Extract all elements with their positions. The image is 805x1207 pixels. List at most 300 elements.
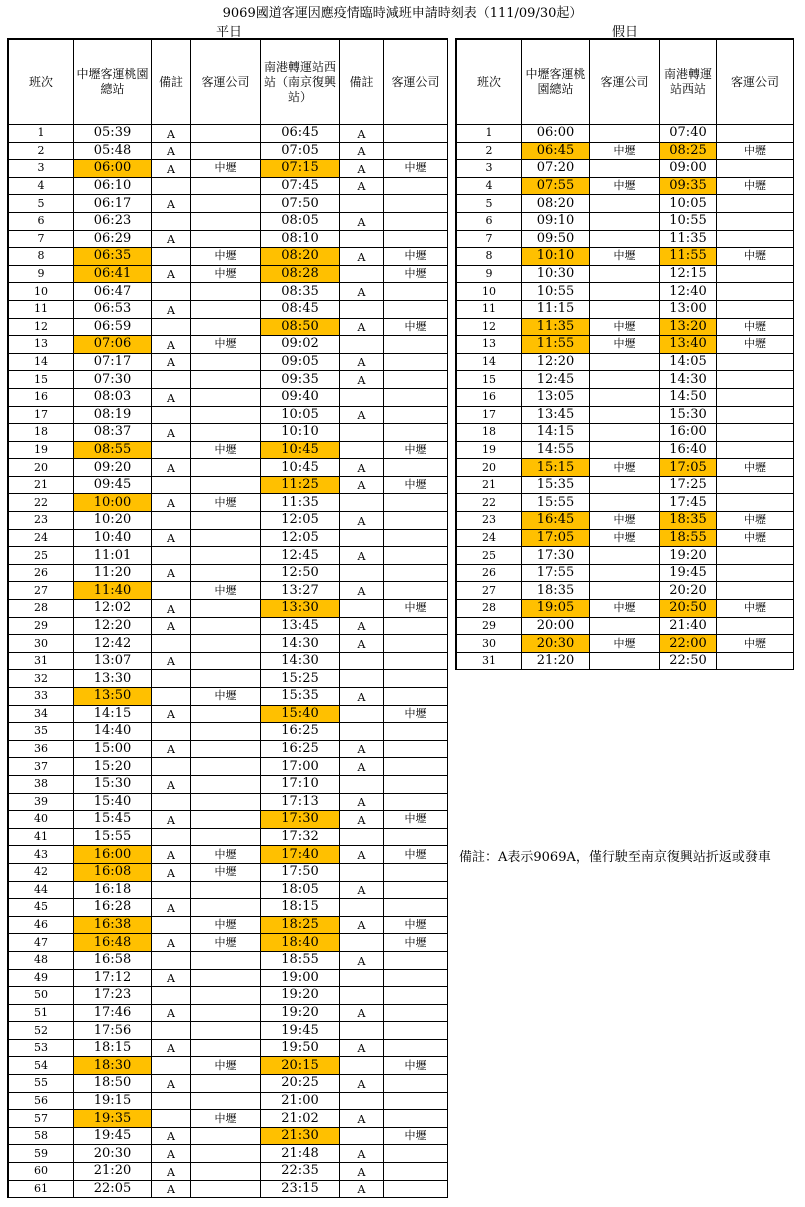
zhongli-departure-time: 12:42 bbox=[74, 635, 152, 653]
zhongli-departure-time: 09:45 bbox=[74, 476, 152, 494]
table-row bbox=[9, 1092, 448, 1110]
bus-company: 中壢 bbox=[717, 635, 794, 653]
header-trip-no: 班次 bbox=[9, 40, 74, 125]
bus-company: 中壢 bbox=[384, 476, 448, 494]
bus-company bbox=[191, 212, 261, 230]
nangang-departure-time: 09:05 bbox=[261, 353, 340, 371]
zhongli-departure-time: 11:35 bbox=[522, 318, 590, 336]
nangang-departure-time: 10:45 bbox=[261, 441, 340, 459]
table-row bbox=[9, 406, 448, 424]
bus-company bbox=[191, 705, 261, 723]
nangang-departure-time: 08:05 bbox=[261, 212, 340, 230]
bus-company bbox=[590, 212, 660, 230]
bus-company bbox=[717, 388, 794, 406]
nangang-departure-time: 08:20 bbox=[261, 248, 340, 266]
bus-company bbox=[384, 529, 448, 547]
route-note bbox=[340, 934, 384, 952]
nangang-departure-time: 19:50 bbox=[261, 1039, 340, 1057]
trip-number: 52 bbox=[9, 1022, 74, 1040]
trip-number: 8 bbox=[457, 248, 522, 266]
route-note: A bbox=[152, 564, 191, 582]
table-row bbox=[9, 846, 448, 864]
bus-company bbox=[590, 230, 660, 248]
route-note: A bbox=[340, 740, 384, 758]
table-row bbox=[9, 564, 448, 582]
zhongli-departure-time: 12:02 bbox=[74, 600, 152, 618]
table-row bbox=[9, 1127, 448, 1145]
trip-number: 27 bbox=[9, 582, 74, 600]
route-note: A bbox=[152, 846, 191, 864]
trip-number: 13 bbox=[457, 336, 522, 354]
table-row bbox=[9, 811, 448, 829]
nangang-departure-time: 07:05 bbox=[261, 142, 340, 160]
route-note bbox=[340, 1092, 384, 1110]
route-note bbox=[340, 529, 384, 547]
zhongli-departure-time: 12:20 bbox=[522, 353, 590, 371]
table-row bbox=[9, 1180, 448, 1198]
trip-number: 29 bbox=[457, 617, 522, 635]
route-note bbox=[152, 688, 191, 706]
table-row bbox=[457, 406, 794, 424]
zhongli-departure-time: 15:35 bbox=[522, 476, 590, 494]
bus-company: 中壢 bbox=[384, 160, 448, 178]
bus-company bbox=[191, 670, 261, 688]
trip-number: 40 bbox=[9, 811, 74, 829]
nangang-departure-time: 14:05 bbox=[660, 353, 717, 371]
route-note: A bbox=[340, 512, 384, 530]
route-note: A bbox=[152, 1075, 191, 1093]
bus-company bbox=[590, 371, 660, 389]
zhongli-departure-time: 05:39 bbox=[74, 125, 152, 143]
table-row bbox=[9, 353, 448, 371]
zhongli-departure-time: 21:20 bbox=[522, 652, 590, 670]
zhongli-departure-time: 22:05 bbox=[74, 1180, 152, 1198]
bus-company: 中壢 bbox=[590, 336, 660, 354]
trip-number: 31 bbox=[457, 652, 522, 670]
trip-number: 32 bbox=[9, 670, 74, 688]
zhongli-departure-time: 17:55 bbox=[522, 564, 590, 582]
trip-number: 12 bbox=[457, 318, 522, 336]
bus-company bbox=[384, 1039, 448, 1057]
table-row bbox=[9, 195, 448, 213]
trip-number: 37 bbox=[9, 758, 74, 776]
zhongli-departure-time: 11:15 bbox=[522, 300, 590, 318]
bus-company: 中壢 bbox=[191, 1110, 261, 1128]
trip-number: 36 bbox=[9, 740, 74, 758]
bus-company bbox=[384, 740, 448, 758]
bus-company bbox=[191, 564, 261, 582]
route-note: A bbox=[152, 1145, 191, 1163]
header-zhongli-station: 中壢客運桃園總站 bbox=[74, 40, 152, 125]
table-row bbox=[9, 125, 448, 143]
bus-company bbox=[717, 652, 794, 670]
bus-company bbox=[590, 494, 660, 512]
route-note: A bbox=[152, 740, 191, 758]
header-company: 客運公司 bbox=[191, 40, 261, 125]
bus-company bbox=[191, 635, 261, 653]
nangang-departure-time: 19:20 bbox=[660, 547, 717, 565]
bus-company bbox=[191, 142, 261, 160]
table-row bbox=[457, 336, 794, 354]
bus-company: 中壢 bbox=[191, 863, 261, 881]
zhongli-departure-time: 16:38 bbox=[74, 916, 152, 934]
route-note bbox=[152, 371, 191, 389]
bus-company bbox=[590, 160, 660, 178]
route-note: A bbox=[152, 1039, 191, 1057]
nangang-departure-time: 10:05 bbox=[261, 406, 340, 424]
nangang-departure-time: 21:02 bbox=[261, 1110, 340, 1128]
route-note: A bbox=[340, 688, 384, 706]
nangang-departure-time: 17:45 bbox=[660, 494, 717, 512]
bus-company bbox=[191, 793, 261, 811]
trip-number: 39 bbox=[9, 793, 74, 811]
nangang-departure-time: 16:00 bbox=[660, 424, 717, 442]
zhongli-departure-time: 14:15 bbox=[74, 705, 152, 723]
bus-company bbox=[191, 723, 261, 741]
route-note: A bbox=[340, 1039, 384, 1057]
route-note bbox=[340, 723, 384, 741]
bus-company: 中壢 bbox=[191, 494, 261, 512]
trip-number: 30 bbox=[9, 635, 74, 653]
zhongli-departure-time: 12:45 bbox=[522, 371, 590, 389]
zhongli-departure-time: 09:10 bbox=[522, 212, 590, 230]
bus-company bbox=[384, 1163, 448, 1181]
route-note: A bbox=[152, 617, 191, 635]
bus-company: 中壢 bbox=[384, 441, 448, 459]
trip-number: 13 bbox=[9, 336, 74, 354]
bus-company bbox=[717, 195, 794, 213]
zhongli-departure-time: 06:45 bbox=[522, 142, 590, 160]
bus-company bbox=[717, 617, 794, 635]
nangang-departure-time: 09:40 bbox=[261, 388, 340, 406]
nangang-departure-time: 09:35 bbox=[660, 177, 717, 195]
table-row bbox=[9, 424, 448, 442]
route-note: A bbox=[152, 775, 191, 793]
table-row bbox=[9, 652, 448, 670]
route-note: A bbox=[152, 600, 191, 618]
bus-company: 中壢 bbox=[191, 916, 261, 934]
bus-company bbox=[590, 582, 660, 600]
zhongli-departure-time: 21:20 bbox=[74, 1163, 152, 1181]
zhongli-departure-time: 20:30 bbox=[74, 1145, 152, 1163]
bus-company bbox=[384, 353, 448, 371]
route-note: A bbox=[152, 969, 191, 987]
bus-company bbox=[384, 652, 448, 670]
bus-company bbox=[590, 547, 660, 565]
route-note: A bbox=[340, 635, 384, 653]
nangang-departure-time: 10:05 bbox=[660, 195, 717, 213]
table-row bbox=[9, 248, 448, 266]
trip-number: 12 bbox=[9, 318, 74, 336]
trip-number: 21 bbox=[457, 476, 522, 494]
zhongli-departure-time: 20:30 bbox=[522, 635, 590, 653]
zhongli-departure-time: 19:35 bbox=[74, 1110, 152, 1128]
zhongli-departure-time: 15:20 bbox=[74, 758, 152, 776]
route-note: A bbox=[152, 142, 191, 160]
table-row bbox=[9, 740, 448, 758]
route-note bbox=[152, 476, 191, 494]
route-note bbox=[152, 828, 191, 846]
route-note bbox=[152, 793, 191, 811]
bus-company bbox=[191, 828, 261, 846]
route-note: A bbox=[340, 617, 384, 635]
bus-company bbox=[191, 1180, 261, 1198]
remark-note: 備註：A表示9069A，僅行駛至南京復興站折返或發車 bbox=[459, 850, 771, 865]
nangang-departure-time: 17:13 bbox=[261, 793, 340, 811]
route-note: A bbox=[340, 1075, 384, 1093]
route-note: A bbox=[340, 1145, 384, 1163]
bus-company bbox=[384, 758, 448, 776]
table-row bbox=[9, 1004, 448, 1022]
bus-company: 中壢 bbox=[384, 1127, 448, 1145]
bus-company bbox=[384, 142, 448, 160]
route-note: A bbox=[152, 811, 191, 829]
table-row bbox=[9, 1022, 448, 1040]
table-row bbox=[457, 142, 794, 160]
nangang-departure-time: 19:20 bbox=[261, 1004, 340, 1022]
route-note: A bbox=[152, 353, 191, 371]
table-row bbox=[457, 353, 794, 371]
table-row bbox=[457, 441, 794, 459]
bus-company: 中壢 bbox=[191, 265, 261, 283]
trip-number: 4 bbox=[9, 177, 74, 195]
trip-number: 49 bbox=[9, 969, 74, 987]
trip-number: 24 bbox=[9, 529, 74, 547]
nangang-departure-time: 20:15 bbox=[261, 1057, 340, 1075]
zhongli-departure-time: 13:45 bbox=[522, 406, 590, 424]
bus-company: 中壢 bbox=[384, 600, 448, 618]
table-row bbox=[9, 388, 448, 406]
table-row bbox=[9, 212, 448, 230]
bus-company: 中壢 bbox=[717, 318, 794, 336]
bus-company bbox=[384, 283, 448, 301]
nangang-departure-time: 11:35 bbox=[261, 494, 340, 512]
bus-company: 中壢 bbox=[717, 512, 794, 530]
holiday-schedule-table bbox=[456, 39, 794, 670]
bus-company bbox=[717, 300, 794, 318]
zhongli-departure-time: 12:20 bbox=[74, 617, 152, 635]
zhongli-departure-time: 18:30 bbox=[74, 1057, 152, 1075]
header-note: 備註 bbox=[340, 40, 384, 125]
table-row bbox=[9, 300, 448, 318]
bus-company: 中壢 bbox=[717, 142, 794, 160]
route-note: A bbox=[152, 494, 191, 512]
nangang-departure-time: 13:20 bbox=[660, 318, 717, 336]
zhongli-departure-time: 18:35 bbox=[522, 582, 590, 600]
table-row bbox=[457, 529, 794, 547]
trip-number: 6 bbox=[457, 212, 522, 230]
bus-company bbox=[384, 987, 448, 1005]
table-row bbox=[9, 160, 448, 178]
route-note bbox=[340, 388, 384, 406]
route-note bbox=[152, 512, 191, 530]
nangang-departure-time: 16:25 bbox=[261, 723, 340, 741]
header-nangang-station: 南港轉運站西站 bbox=[660, 40, 717, 125]
route-note: A bbox=[340, 318, 384, 336]
zhongli-departure-time: 11:01 bbox=[74, 547, 152, 565]
bus-company bbox=[384, 547, 448, 565]
bus-company bbox=[384, 969, 448, 987]
zhongli-departure-time: 18:15 bbox=[74, 1039, 152, 1057]
trip-number: 15 bbox=[9, 371, 74, 389]
nangang-departure-time: 08:50 bbox=[261, 318, 340, 336]
nangang-departure-time: 08:10 bbox=[261, 230, 340, 248]
bus-company bbox=[384, 1145, 448, 1163]
nangang-departure-time: 13:00 bbox=[660, 300, 717, 318]
zhongli-departure-time: 10:40 bbox=[74, 529, 152, 547]
trip-number: 10 bbox=[9, 283, 74, 301]
route-note: A bbox=[340, 371, 384, 389]
table-row bbox=[457, 248, 794, 266]
bus-company bbox=[717, 441, 794, 459]
table-row bbox=[9, 969, 448, 987]
route-note: A bbox=[340, 1163, 384, 1181]
bus-company bbox=[717, 547, 794, 565]
bus-company bbox=[590, 441, 660, 459]
trip-number: 15 bbox=[457, 371, 522, 389]
table-row bbox=[9, 688, 448, 706]
zhongli-departure-time: 13:30 bbox=[74, 670, 152, 688]
bus-company: 中壢 bbox=[590, 177, 660, 195]
trip-number: 10 bbox=[457, 283, 522, 301]
zhongli-departure-time: 15:55 bbox=[522, 494, 590, 512]
zhongli-departure-time: 05:48 bbox=[74, 142, 152, 160]
zhongli-departure-time: 16:08 bbox=[74, 863, 152, 881]
bus-company bbox=[590, 283, 660, 301]
nangang-departure-time: 12:40 bbox=[660, 283, 717, 301]
nangang-departure-time: 17:30 bbox=[261, 811, 340, 829]
table-row bbox=[457, 547, 794, 565]
bus-company: 中壢 bbox=[590, 318, 660, 336]
zhongli-departure-time: 19:45 bbox=[74, 1127, 152, 1145]
bus-company bbox=[384, 1022, 448, 1040]
route-note: A bbox=[152, 125, 191, 143]
route-note: A bbox=[340, 1004, 384, 1022]
table-row bbox=[9, 265, 448, 283]
trip-number: 48 bbox=[9, 951, 74, 969]
zhongli-departure-time: 19:05 bbox=[522, 600, 590, 618]
route-note bbox=[152, 441, 191, 459]
zhongli-departure-time: 08:20 bbox=[522, 195, 590, 213]
nangang-departure-time: 08:35 bbox=[261, 283, 340, 301]
zhongli-departure-time: 08:19 bbox=[74, 406, 152, 424]
zhongli-departure-time: 20:00 bbox=[522, 617, 590, 635]
bus-company: 中壢 bbox=[191, 934, 261, 952]
trip-number: 41 bbox=[9, 828, 74, 846]
route-note: A bbox=[152, 1180, 191, 1198]
bus-company bbox=[384, 1004, 448, 1022]
bus-company bbox=[384, 300, 448, 318]
nangang-departure-time: 08:45 bbox=[261, 300, 340, 318]
bus-company bbox=[191, 1145, 261, 1163]
trip-number: 22 bbox=[9, 494, 74, 512]
bus-company bbox=[191, 371, 261, 389]
bus-company bbox=[717, 424, 794, 442]
bus-company bbox=[384, 512, 448, 530]
zhongli-departure-time: 17:30 bbox=[522, 547, 590, 565]
table-row bbox=[457, 160, 794, 178]
bus-company: 中壢 bbox=[191, 1057, 261, 1075]
table-row bbox=[9, 775, 448, 793]
bus-company: 中壢 bbox=[384, 248, 448, 266]
trip-number: 50 bbox=[9, 987, 74, 1005]
zhongli-departure-time: 06:41 bbox=[74, 265, 152, 283]
bus-company bbox=[384, 793, 448, 811]
route-note: A bbox=[152, 424, 191, 442]
bus-company: 中壢 bbox=[384, 1057, 448, 1075]
route-note bbox=[152, 406, 191, 424]
nangang-departure-time: 18:55 bbox=[660, 529, 717, 547]
nangang-departure-time: 15:25 bbox=[261, 670, 340, 688]
zhongli-departure-time: 13:05 bbox=[522, 388, 590, 406]
trip-number: 51 bbox=[9, 1004, 74, 1022]
trip-number: 27 bbox=[457, 582, 522, 600]
table-row bbox=[457, 195, 794, 213]
nangang-departure-time: 21:00 bbox=[261, 1092, 340, 1110]
bus-company: 中壢 bbox=[191, 582, 261, 600]
header-company: 客運公司 bbox=[717, 40, 794, 125]
bus-company: 中壢 bbox=[384, 811, 448, 829]
bus-company bbox=[384, 881, 448, 899]
nangang-departure-time: 17:40 bbox=[261, 846, 340, 864]
trip-number: 14 bbox=[9, 353, 74, 371]
route-note bbox=[340, 899, 384, 917]
route-note: A bbox=[152, 336, 191, 354]
nangang-departure-time: 20:25 bbox=[261, 1075, 340, 1093]
bus-company bbox=[717, 283, 794, 301]
trip-number: 18 bbox=[9, 424, 74, 442]
route-note: A bbox=[340, 283, 384, 301]
route-note bbox=[152, 547, 191, 565]
bus-company: 中壢 bbox=[717, 459, 794, 477]
table-row bbox=[9, 635, 448, 653]
bus-company bbox=[191, 881, 261, 899]
bus-company bbox=[384, 899, 448, 917]
zhongli-departure-time: 15:45 bbox=[74, 811, 152, 829]
zhongli-departure-time: 07:55 bbox=[522, 177, 590, 195]
bus-company bbox=[191, 951, 261, 969]
zhongli-departure-time: 15:15 bbox=[522, 459, 590, 477]
route-note bbox=[340, 652, 384, 670]
nangang-departure-time: 21:30 bbox=[261, 1127, 340, 1145]
table-row bbox=[9, 1145, 448, 1163]
table-row bbox=[9, 1163, 448, 1181]
nangang-departure-time: 14:30 bbox=[660, 371, 717, 389]
route-note bbox=[340, 828, 384, 846]
table-row bbox=[9, 459, 448, 477]
bus-company bbox=[384, 336, 448, 354]
route-note bbox=[340, 336, 384, 354]
route-note: A bbox=[340, 846, 384, 864]
route-note bbox=[340, 1057, 384, 1075]
route-note bbox=[152, 1057, 191, 1075]
nangang-departure-time: 06:45 bbox=[261, 125, 340, 143]
bus-company bbox=[191, 177, 261, 195]
table-row bbox=[457, 388, 794, 406]
bus-company bbox=[384, 670, 448, 688]
trip-number: 20 bbox=[9, 459, 74, 477]
trip-number: 31 bbox=[9, 652, 74, 670]
table-row bbox=[457, 617, 794, 635]
table-row bbox=[457, 512, 794, 530]
bus-company: 中壢 bbox=[191, 688, 261, 706]
zhongli-departure-time: 07:20 bbox=[522, 160, 590, 178]
zhongli-departure-time: 19:15 bbox=[74, 1092, 152, 1110]
bus-company bbox=[191, 811, 261, 829]
nangang-departure-time: 15:30 bbox=[660, 406, 717, 424]
nangang-departure-time: 13:27 bbox=[261, 582, 340, 600]
bus-company bbox=[590, 564, 660, 582]
